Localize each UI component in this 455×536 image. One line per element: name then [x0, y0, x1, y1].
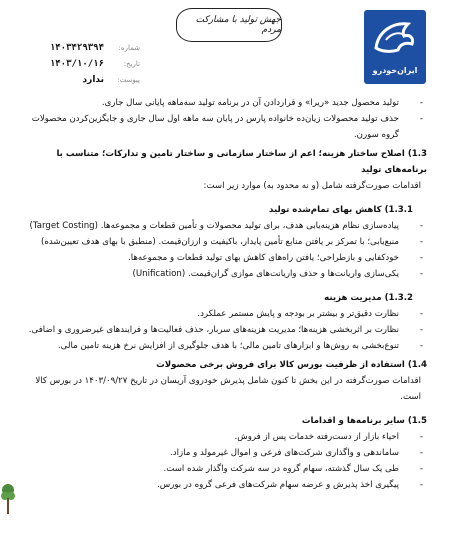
tree-icon: [0, 480, 16, 520]
company-logo: [364, 10, 426, 84]
meta-attachment-row: [20, 72, 140, 88]
list-item: - تولید محصول جدید «ریرا» و قراردادن آن در برنامه تولید سه‌ماهه پایانی سال جاری.: [12, 95, 427, 111]
logo-text: ایران‌خودرو: [372, 66, 418, 75]
section-heading-1-3-1: 1.3.1) کاهش بهای تمام‌شده تولید: [268, 205, 413, 215]
section-text: اقدامات صورت‌گرفته در این بخش تا کنون شامل پذیرش خودروی آریسان در تاریخ ۱۴۰۳/۰۹/۲۷ در بورس کالا است.: [35, 376, 421, 402]
section-heading-1-4: 1.4) استفاده از ظرفیت بورس کالا برای فروش برخی محصولات: [156, 360, 427, 370]
list-item: - طی یک سال گذشته، سهام گروه در سه شرکت واگذار شده است.: [12, 461, 427, 477]
meta-number-row: [20, 40, 140, 56]
list-item: - تنوع‌بخشی به روش‌ها و ابزارهای تامین مالی؛ با هدف جلوگیری از افزایش نرخ هزینه تامین مالی.: [12, 338, 427, 354]
meta-attachment-value: ندارد: [82, 75, 104, 85]
meta-date-value: ۱۴۰۳/۱۰/۱۶: [49, 59, 104, 69]
list-item: - منبع‌یابی؛ با تمرکز بر یافتن منابع تأمین پایدار، باکیفیت و ارزان‌قیمت. (منطبق با بهای هدف تعیین‌شده): [12, 234, 427, 250]
meta-date-row: [20, 56, 140, 72]
meta-number-label: شماره:: [118, 44, 140, 52]
list-item: - خودکفایی و بازطراحی؛ یافتن راه‌های کاهش بهای تولید قطعات و مجموعه‌ها.: [12, 250, 427, 266]
meta-attachment-label: پیوست:: [117, 76, 140, 84]
list-item: - پیگیری اخذ پذیرش و عرضه سهام شرکت‌های فرعی گروه در بورس.: [12, 477, 427, 493]
slogan-seal: جهش تولید با مشارکت مردم: [176, 8, 282, 42]
letter-body: [12, 95, 427, 493]
list-item: - ساماندهی و واگذاری شرکت‌های فرعی و اموال غیرمولد و مازاد.: [12, 445, 427, 461]
section-heading-1-5: 1.5) سایر برنامه‌ها و اقدامات: [301, 416, 427, 426]
list-item: - پیاده‌سازی نظام هزینه‌یابی هدف، برای تولید محصولات و تأمین قطعات و مجموعه‌ها. (Target Costing): [12, 218, 427, 234]
list-item: - احیاء بازار از دست‌رفته خدمات پس از فروش.: [12, 429, 427, 445]
meta-date-label: تاریخ:: [123, 60, 140, 68]
list-item: - یکی‌سازی واریانت‌ها و حذف واریانت‌های موازی گران‌قیمت. (Unification): [12, 266, 427, 282]
section-intro: اقدامات صورت‌گرفته شامل (و نه محدود به) موارد زیر است:: [203, 181, 421, 191]
list-item: - نظارت بر اثربخشی هزینه‌ها؛ مدیریت هزینه‌های سربار، حذف فعالیت‌ها و فرایندهای غیرضروری و اضافی.: [12, 322, 427, 338]
letter-meta: [20, 40, 140, 88]
section-heading-1-3: 1.3) اصلاح ساختار هزینه؛ اعم از ساختار سازمانی و ساختار تامین و تدارکات؛ متناسب با برنامه‌های تولید: [56, 149, 427, 175]
horse-emblem-icon: [364, 10, 426, 66]
list-item: - حذف تولید محصولات زیان‌ده خانواده پارس در پایان سه ماهه اول سال جاری و جایگزین‌کردن محصولات گروه سورن.: [12, 111, 427, 143]
list-item: - نظارت دقیق‌تر و بیشتر بر بودجه و پایش مستمر عملکرد.: [12, 306, 427, 322]
section-heading-1-3-2: 1.3.2) مدیریت هزینه: [324, 293, 413, 303]
meta-number-value: ۱۴۰۳۴۲۹۳۹۴: [49, 43, 104, 53]
